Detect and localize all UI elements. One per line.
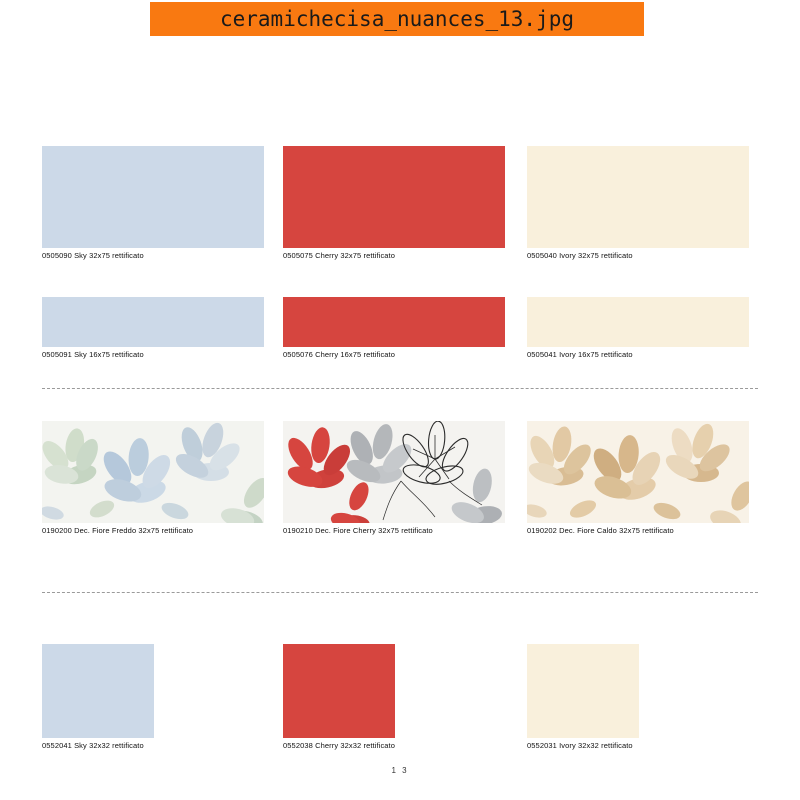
swatch-0505041-ivory[interactable] (527, 297, 749, 359)
color-chip-cherry-32x32 (283, 644, 395, 738)
decor-chip-fiore-caldo (527, 421, 749, 523)
swatch-0505090-sky[interactable] (42, 146, 264, 260)
color-chip-cherry-16x75 (283, 297, 505, 347)
color-chip-sky-16x75 (42, 297, 264, 347)
color-chip-sky-32x32 (42, 644, 154, 738)
color-chip-ivory-32x75 (527, 146, 749, 248)
swatch-0552031-ivory[interactable] (527, 644, 639, 750)
swatch-0190210-dec-fiore-cherry[interactable] (283, 421, 505, 535)
swatch-caption: 0505041 Ivory 16x75 rettificato (527, 350, 633, 359)
swatch-caption: 0552031 Ivory 32x32 rettificato (527, 741, 633, 750)
swatch-caption: 0505091 Sky 16x75 rettificato (42, 350, 144, 359)
decor-chip-fiore-freddo (42, 421, 264, 523)
section-divider (42, 592, 758, 593)
swatch-caption: 0190202 Dec. Fiore Caldo 32x75 rettificato (527, 526, 674, 535)
swatch-0505040-ivory[interactable] (527, 146, 749, 260)
swatch-0505076-cherry[interactable] (283, 297, 505, 359)
swatch-0190200-dec-fiore-freddo[interactable] (42, 421, 264, 535)
swatch-caption: 0552038 Cherry 32x32 rettificato (283, 741, 396, 750)
color-chip-cherry-32x75 (283, 146, 505, 248)
page-number: 1 3 (391, 766, 409, 775)
swatch-0505091-sky[interactable] (42, 297, 264, 359)
swatch-0552038-cherry[interactable] (283, 644, 395, 750)
swatch-0552041-sky[interactable] (42, 644, 154, 750)
swatch-0190202-dec-fiore-caldo[interactable] (527, 421, 749, 535)
swatch-caption: 0505040 Ivory 32x75 rettificato (527, 251, 633, 260)
swatch-caption: 0505076 Cherry 16x75 rettificato (283, 350, 396, 359)
color-chip-ivory-16x75 (527, 297, 749, 347)
swatch-caption: 0505075 Cherry 32x75 rettificato (283, 251, 396, 260)
swatch-caption: 0505090 Sky 32x75 rettificato (42, 251, 144, 260)
document-title: ceramichecisa_nuances_13.jpg (219, 7, 574, 31)
color-chip-sky-32x75 (42, 146, 264, 248)
swatch-caption: 0190210 Dec. Fiore Cherry 32x75 rettificato (283, 526, 433, 535)
color-chip-ivory-32x32 (527, 644, 639, 738)
decor-chip-fiore-cherry (283, 421, 505, 523)
section-divider (42, 388, 758, 389)
swatch-caption: 0190200 Dec. Fiore Freddo 32x75 rettificato (42, 526, 194, 535)
swatch-caption: 0552041 Sky 32x32 rettificato (42, 741, 144, 750)
document-title-banner (150, 2, 644, 36)
swatch-0505075-cherry[interactable] (283, 146, 505, 260)
